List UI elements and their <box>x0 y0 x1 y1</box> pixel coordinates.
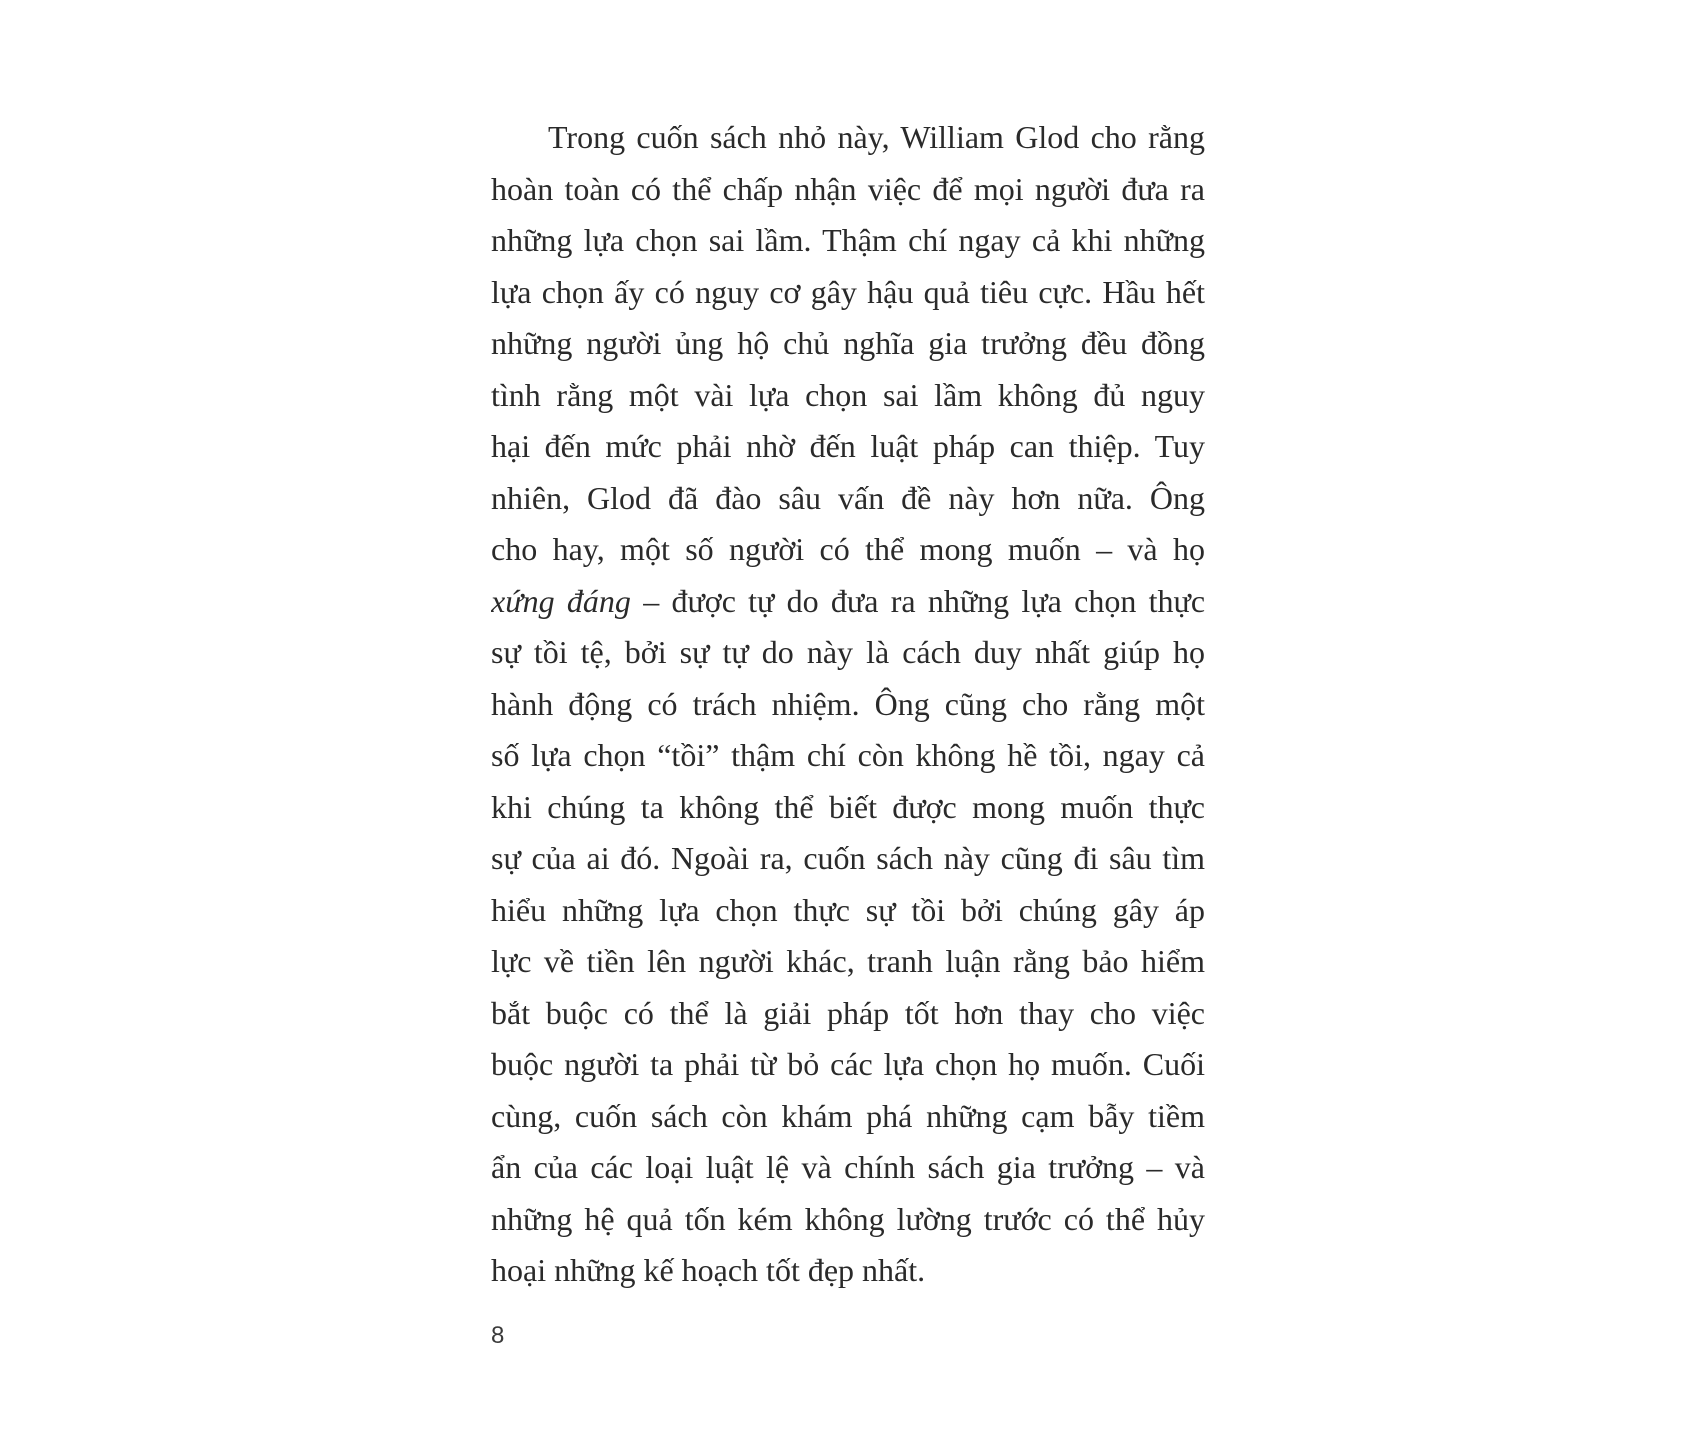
paragraph-line: số lựa chọn “tồi” thậm chí còn không hề tồi, ngay cả <box>491 737 1205 773</box>
paragraph-line: hoàn toàn có thể chấp nhận việc để mọi người đưa ra <box>491 170 1205 207</box>
paragraph-line: những lựa chọn sai lầm. Thậm chí ngay cả khi những <box>491 222 1205 258</box>
paragraph-line: sự của ai đó. Ngoài ra, cuốn sách này cũng đi sâu tìm <box>491 840 1205 876</box>
paragraph-line: buộc người ta phải từ bỏ các lựa chọn họ muốn. Cuối <box>491 1046 1205 1082</box>
paragraph-line: nhiên, Glod đã đào sâu vấn đề này hơn nữa. Ông <box>491 479 1205 516</box>
paragraph-line: hại đến mức phải nhờ đến luật pháp can thiệp. Tuy <box>491 428 1205 464</box>
paragraph-line: lực về tiền lên người khác, tranh luận rằng bảo hiểm <box>491 943 1205 979</box>
paragraph-line: hành động có trách nhiệm. Ông cũng cho rằng một <box>491 685 1205 722</box>
paragraph-line: cho hay, một số người có thể mong muốn – và họ <box>491 531 1205 567</box>
paragraph-line: bắt buộc có thể là giải pháp tốt hơn thay cho việc <box>491 994 1205 1031</box>
paragraph-line: tình rằng một vài lựa chọn sai lầm không đủ nguy <box>491 376 1205 413</box>
paragraph-line-with-italic <box>491 576 1205 628</box>
paragraph-line: những người ủng hộ chủ nghĩa gia trưởng đều đồng <box>491 325 1205 361</box>
body-paragraph <box>491 112 1205 1297</box>
paragraph-line: khi chúng ta không thể biết được mong muốn thực <box>491 788 1205 825</box>
paragraph-line: hiểu những lựa chọn thực sự tồi bởi chúng gây áp <box>491 891 1205 928</box>
paragraph-line: cùng, cuốn sách còn khám phá những cạm bẫy tiềm <box>491 1097 1205 1134</box>
paragraph-line: Trong cuốn sách nhỏ này, William Glod cho rằng <box>548 119 1205 155</box>
paragraph-line: ẩn của các loại luật lệ và chính sách gia trưởng – và <box>491 1149 1205 1185</box>
paragraph-line-last: hoại những kế hoạch tốt đẹp nhất. <box>491 1252 926 1288</box>
paragraph-line: lựa chọn ấy có nguy cơ gây hậu quả tiêu cực. Hầu hết <box>491 273 1205 310</box>
paragraph-line-rest: – được tự do đưa ra những lựa chọn thực <box>643 582 1205 619</box>
paragraph-line: sự tồi tệ, bởi sự tự do này là cách duy nhất giúp họ <box>491 634 1205 670</box>
paragraph-line: những hệ quả tốn kém không lường trước có thể hủy <box>491 1200 1205 1237</box>
italic-phrase: xứng đáng <box>491 582 631 619</box>
page-number: 8 <box>491 1322 505 1349</box>
